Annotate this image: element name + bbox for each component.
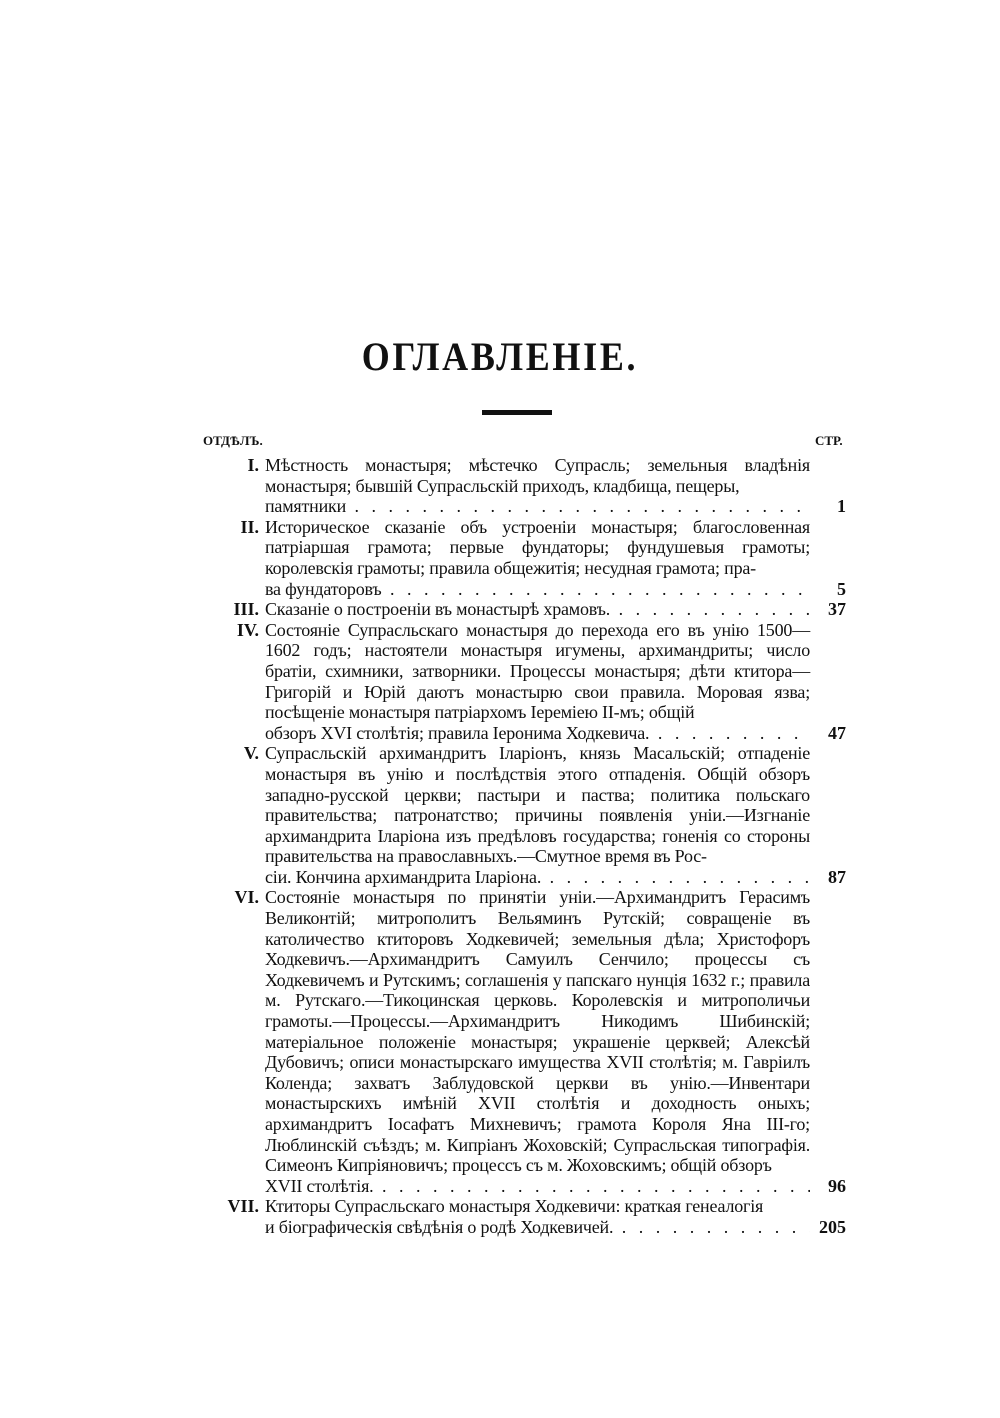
column-header-section: ОТДѢЛЪ. [203, 433, 263, 448]
title-rule [482, 410, 552, 415]
toc-entry-page: 5 [837, 578, 846, 599]
toc-entry-2 [203, 517, 846, 599]
table-of-contents [203, 455, 846, 1238]
toc-entry-number: VI. [234, 887, 259, 908]
toc-entry-3 [203, 599, 846, 620]
toc-entry-description: Мѣстность монастыря; мѣстечко Супрасль; земельныя владѣнія монастыря; бывшій Супрасльскій приходъ, кладбища, пещеры, [265, 455, 810, 496]
toc-entry-description: Историческое сказаніе объ устроеніи монастыря; благословенная патріаршая грамота; первые фундаторы; фундушевыя грамоты; королевскія грамоты; правила общежитія; несудная грамота; пра- [265, 516, 810, 578]
toc-entry-description: Супрасльскій архимандритъ Іларіонъ, князь Масальскій; отпаденіе монастыря въ унію и послѣдствія этого отпаденія. Общій обзоръ западно-русской церкви; пастыри и паства; политика польскаго правительства; патронатство; причины появленія уніи.—Изгнаніе архимандрита Іларіона изъ предѣловъ государства; гоненія со стороны правительства на православныхъ.—Смутное время въ Рос- [265, 743, 810, 867]
toc-entry-last-line: Сказаніе о построеніи въ монастырѣ храмовъ. . . . [265, 599, 810, 620]
toc-entry-1 [203, 455, 846, 517]
toc-entry-description: Состояніе монастыря по принятіи уніи.—Архимандритъ Герасимъ Великонтій; митрополитъ Вельяминъ Рутскій; совращеніе въ католичество ктиторовъ Ходкевичей; земельныя дѣла; Христофоръ Ходкевичъ.—Архимандритъ Самуилъ Сенчило; процессы съ Ходкевичемъ и Рутскимъ; соглашенія у папскаго нунція 1632 г.; правила м. Рутскаго.—Тикоцинская церковь. Королевскія и митрополичьи грамоты.—Процессы.—Архимандритъ Никодимъ Шибинскій; матеріальное положеніе монастыря; украшеніе церквей; Алексѣй Дубовичъ; описи монастырскаго имущества XVII столѣтія; м. Гавріилъ Коленда; захватъ Заблудовской церкви въ унію.—Инвентари монастырскихъ имѣній XVII столѣтія и доходность оныхъ; архимандритъ Іосафатъ Михневичъ; грамота Короля Яна III-го; Люблинскій съѣздъ; м. Кипріанъ Жоховскій; Супрасльская типографія. Симеонъ Кипріяновичъ; процессъ съ м. Жоховскимъ; общій обзоръ [265, 887, 810, 1176]
column-header-page: СТР. [815, 433, 843, 448]
toc-entry-page: 205 [819, 1216, 846, 1237]
toc-entry-text [265, 517, 810, 599]
toc-entry-description: Состояніе Супрасльскаго монастыря до перехода его въ унію 1500—1602 годъ; настоятели монастыря игумены, архимандриты; число братіи, схимники, затворники. Процессы монастыря; дѣти ктитора—Григорій и Юрій даютъ монастырю свои правила. Моровая язва; посѣщеніе монастыря патріархомъ Іереміею II-мъ; общій [265, 619, 810, 723]
toc-entry-number: III. [233, 599, 259, 620]
toc-entry-text [265, 887, 810, 1196]
toc-entry-6 [203, 887, 846, 1196]
toc-entry-description: Ктиторы Супрасльскаго монастыря Ходкевичи: краткая генеалогія [265, 1196, 764, 1217]
toc-entry-5 [203, 743, 846, 887]
page-title: ОГЛАВЛЕНІЕ. [361, 334, 639, 379]
toc-entry-page: 47 [828, 722, 846, 743]
toc-entry-number: VII. [227, 1196, 259, 1217]
toc-entry-text [265, 455, 810, 517]
toc-entry-page: 87 [828, 866, 846, 887]
toc-entry-number: IV. [236, 619, 259, 640]
toc-entry-text [265, 599, 810, 620]
toc-entry-text [265, 743, 810, 887]
toc-entry-4 [203, 620, 846, 744]
toc-entry-page: 96 [828, 1175, 846, 1196]
toc-entry-last-line: и біографическія свѣдѣнія о родѣ Ходкевичей. . . . [265, 1217, 810, 1238]
toc-entry-7 [203, 1196, 846, 1237]
toc-entry-page: 37 [828, 599, 846, 620]
toc-entry-text [265, 620, 810, 744]
toc-entry-number: I. [247, 455, 259, 475]
toc-entry-last-line: ва фундаторовъ . . . [265, 579, 810, 600]
toc-entry-text [265, 1196, 810, 1237]
toc-entry-last-line: обзоръ XVI столѣтія; правила Іеронима Ходкевича. . . . [265, 723, 810, 744]
toc-entry-last-line: памятники . . . [265, 496, 810, 517]
toc-entry-last-line: XVII столѣтія. . . . [265, 1176, 810, 1197]
toc-entry-number: V. [243, 743, 259, 764]
toc-entry-last-line: сіи. Кончина архимандрита Іларіона. . . . [265, 867, 810, 888]
toc-entry-number: II. [240, 516, 259, 537]
toc-entry-page: 1 [837, 496, 846, 517]
